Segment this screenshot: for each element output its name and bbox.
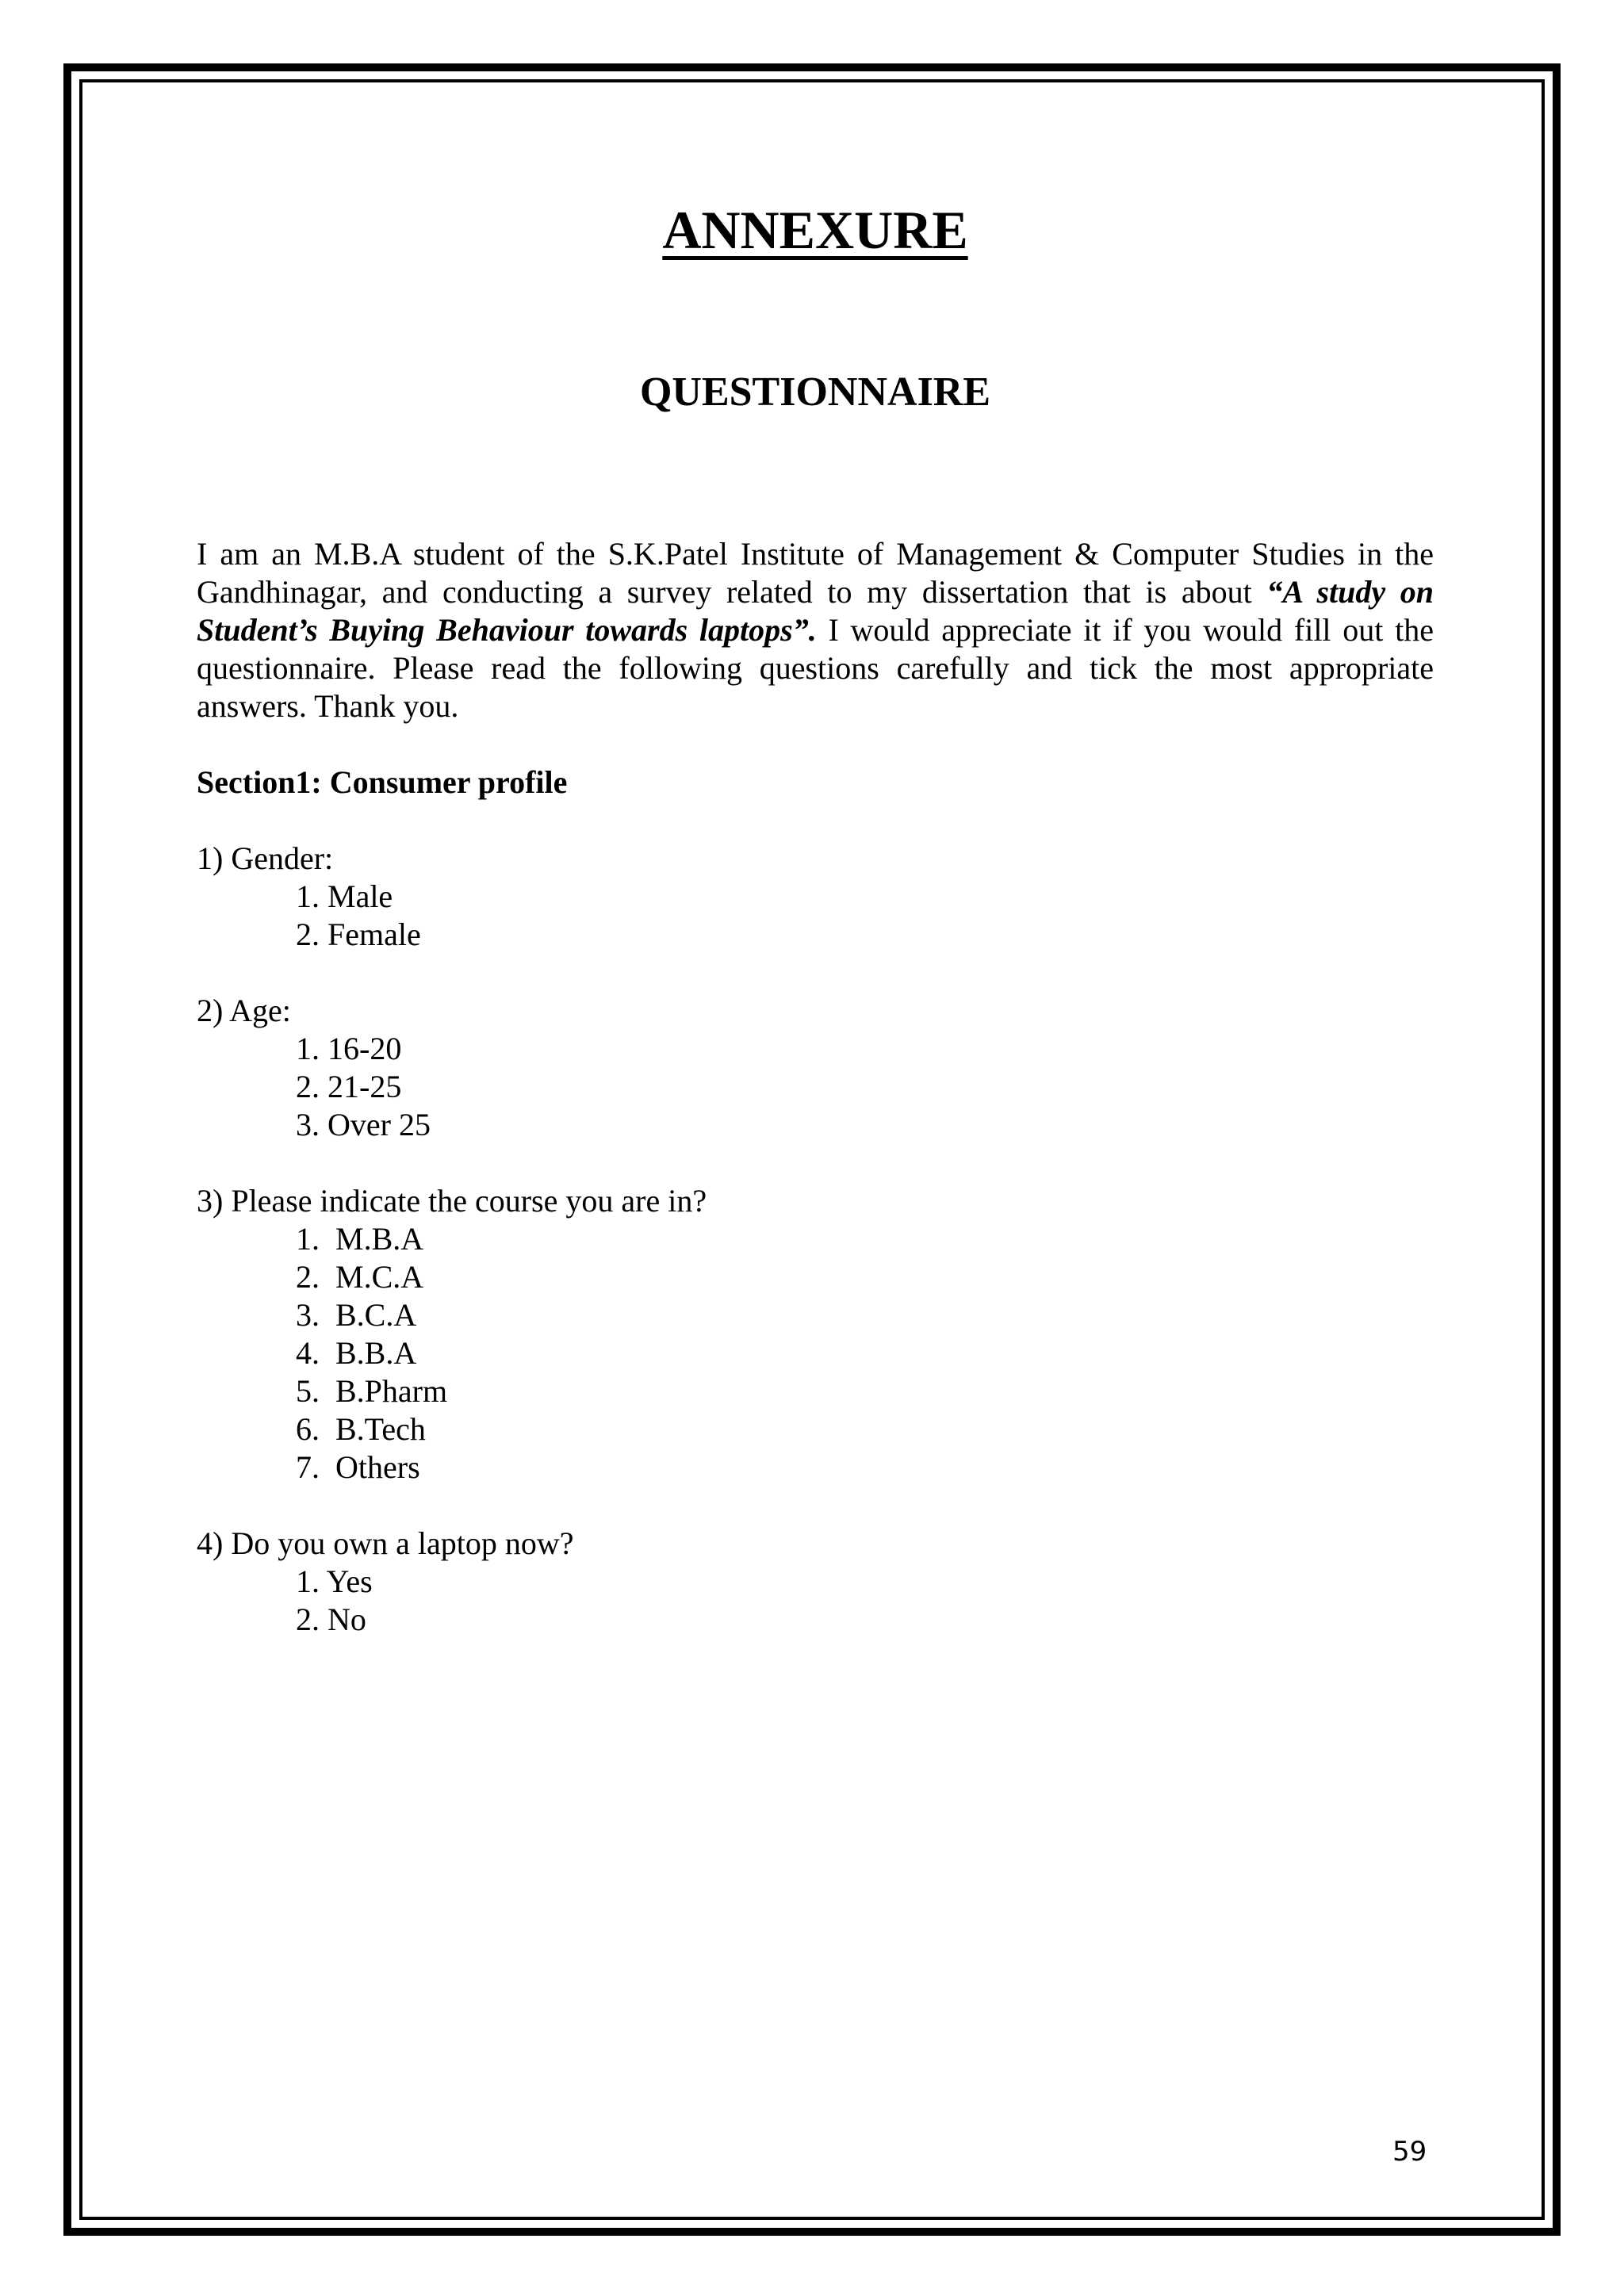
- option-bca[interactable]: 3. B.C.A: [296, 1297, 417, 1333]
- annexure-title: ANNEXURE: [662, 200, 968, 260]
- section-heading: Section1: Consumer profile: [197, 764, 568, 800]
- option-mca[interactable]: 2. M.C.A: [296, 1259, 424, 1295]
- intro-text-start: I am an M.B.A student of the S.K.Patel Institute of Management & Computer Studies in the Gandhinagar, and conducting a survey related to my dissertation that is about: [197, 536, 1434, 610]
- question-text: 2) Age:: [197, 993, 291, 1028]
- questionnaire-title: QUESTIONNAIRE: [639, 369, 991, 415]
- page-number: 59: [1392, 2136, 1427, 2168]
- intro-paragraph: [197, 535, 1434, 725]
- question-gender: [197, 840, 1434, 954]
- option-over-25[interactable]: 3. Over 25: [296, 1107, 431, 1142]
- page-content: [197, 190, 1434, 1639]
- question-course: [197, 1182, 1434, 1487]
- option-no[interactable]: 2. No: [296, 1601, 366, 1637]
- option-16-20[interactable]: 1. 16-20: [296, 1031, 402, 1066]
- option-21-25[interactable]: 2. 21-25: [296, 1069, 402, 1104]
- option-mba[interactable]: 1. M.B.A: [296, 1221, 424, 1257]
- option-female[interactable]: 2. Female: [296, 916, 421, 952]
- intro-text-end: I would appreciate it if you would fill out the questionnaire. Please read the following questions carefully and tick the most appropriate answers. Thank you.: [197, 612, 1434, 724]
- option-yes[interactable]: 1. Yes: [296, 1563, 373, 1599]
- option-btech[interactable]: 6. B.Tech: [296, 1411, 426, 1447]
- option-male[interactable]: 1. Male: [296, 878, 393, 914]
- question-text: 1) Gender:: [197, 840, 334, 876]
- option-list: [197, 1030, 1434, 1144]
- option-bba[interactable]: 4. B.B.A: [296, 1335, 417, 1371]
- question-text: 4) Do you own a laptop now?: [197, 1525, 574, 1561]
- option-list: [197, 1220, 1434, 1487]
- question-age: [197, 992, 1434, 1144]
- option-list: [197, 878, 1434, 954]
- question-laptop-ownership: [197, 1525, 1434, 1639]
- study-title: “A study on Student’s Buying Behaviour towards laptops”.: [197, 574, 1434, 648]
- question-text: 3) Please indicate the course you are in?: [197, 1183, 707, 1219]
- option-others[interactable]: 7. Others: [296, 1449, 420, 1485]
- option-bpharm[interactable]: 5. B.Pharm: [296, 1373, 448, 1409]
- option-list: [197, 1563, 1434, 1639]
